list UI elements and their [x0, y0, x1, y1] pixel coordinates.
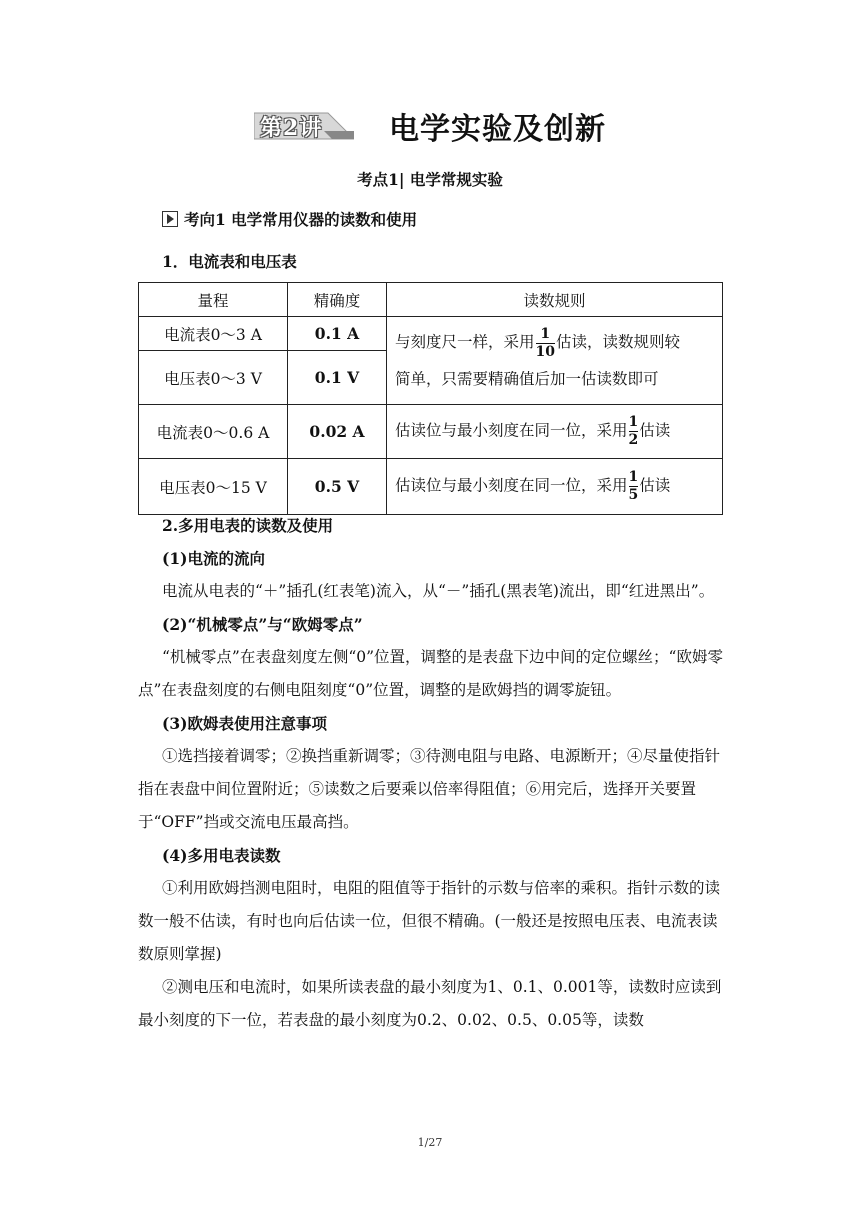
- subheading-ohmmeter-notes: (3)欧姆表使用注意事项: [162, 714, 327, 733]
- rule-text: 估读位与最小刻度在同一位，采用: [395, 476, 628, 495]
- subheading-zero-points: (2)“机械零点”与“欧姆零点”: [162, 615, 363, 634]
- paragraph-zero-points: “机械零点”在表盘刻度左侧“0”位置，调整的是表盘下边中间的定位螺丝；“欧姆零点”在表盘刻度的右侧电阻刻度“0”位置，调整的是欧姆挡的调零旋钮。: [138, 648, 723, 699]
- title-row: [0, 104, 860, 148]
- fraction-denominator: 2: [628, 432, 639, 448]
- cell-rule: [387, 459, 723, 515]
- fraction: [629, 414, 639, 449]
- kaoxiang-label: 考向1 电学常用仪器的读数和使用: [184, 210, 418, 229]
- cell-rule: [387, 405, 723, 459]
- cell-precision: 0.1 V: [288, 351, 387, 405]
- paragraph-ohm-reading: ①利用欧姆挡测电阻时，电阻的阻值等于指针的示数与倍率的乘积。指针示数的读数一般不估读，有时也向后估读一位，但很不精确。(一般还是按照电压表、电流表读数原则掌握): [138, 879, 721, 963]
- body-content: [138, 509, 728, 1037]
- cell-precision: 0.5 V: [288, 459, 387, 515]
- cell-rule: [387, 317, 723, 405]
- fraction-numerator: 1: [628, 414, 639, 430]
- lecture-badge: [254, 109, 354, 143]
- page-number: 1/27: [417, 1136, 443, 1149]
- section-heading-2: 2.多用电表的读数及使用: [162, 516, 334, 535]
- cell-precision: 0.1 A: [288, 317, 387, 351]
- page-title: 电学实验及创新: [388, 112, 606, 147]
- rule-text: 估读: [639, 476, 671, 495]
- header-cell-range: 量程: [139, 283, 288, 317]
- rule-text: 估读位与最小刻度在同一位，采用: [395, 421, 628, 440]
- paragraph-ohmmeter-notes: ①选挡接着调零；②换挡重新调零；③待测电阻与电路、电源断开；④尽量使指针指在表盘中间位置附近；⑤读数之后要乘以倍率得阻值；⑥用完后，选择开关要置于“OFF”挡或交流电压最高挡。: [138, 747, 721, 831]
- cell-precision: 0.02 A: [288, 405, 387, 459]
- fraction-denominator: 10: [535, 343, 555, 360]
- kaodian-heading: 考点1| 电学常规实验: [357, 170, 503, 189]
- cell-range: 电压表0～3 V: [139, 351, 288, 405]
- header-cell-precision: 精确度: [288, 283, 387, 317]
- table-row: [139, 405, 723, 459]
- rule-text: 估读: [639, 421, 671, 440]
- lecture-badge-label: 第2讲: [260, 115, 323, 141]
- paragraph-current-direction: 电流从电表的“＋”插孔(红表笔)流入，从“－”插孔(黑表笔)流出，即“红进黑出”。: [162, 582, 715, 600]
- rule-text: 估读，读数规则较: [556, 333, 681, 352]
- table-row: [139, 459, 723, 515]
- meter-table: [138, 282, 723, 515]
- cell-range: 电压表0～15 V: [139, 459, 288, 515]
- subheading-current-direction: (1)电流的流向: [162, 549, 265, 568]
- fraction-numerator: 1: [628, 469, 639, 485]
- fraction-numerator: 1: [536, 326, 555, 344]
- paragraph-voltage-current-reading: ②测电压和电流时，如果所读表盘的最小刻度为1、0.1、0.001等，读数时应读到最小刻度的下一位，若表盘的最小刻度为0.2、0.02、0.5、0.05等，读数: [138, 978, 722, 1029]
- table-row: [139, 317, 723, 351]
- rule-text: 简单，只需要精确值后加一估读数即可: [395, 369, 659, 388]
- fraction-denominator: 5: [628, 487, 639, 503]
- header-cell-rule: 读数规则: [387, 283, 723, 317]
- fraction: [536, 326, 555, 361]
- cell-range: 电流表0～3 A: [139, 317, 288, 351]
- table-header-row: [139, 283, 723, 317]
- cell-range: 电流表0～0.6 A: [139, 405, 288, 459]
- subheading-multimeter-reading: (4)多用电表读数: [162, 846, 281, 865]
- section-heading-1: 1．电流表和电压表: [162, 252, 297, 271]
- rule-text: 与刻度尺一样，采用: [395, 333, 535, 352]
- kaoxiang-heading: [162, 208, 417, 230]
- play-triangle-icon: [162, 211, 178, 227]
- fraction: [629, 469, 639, 504]
